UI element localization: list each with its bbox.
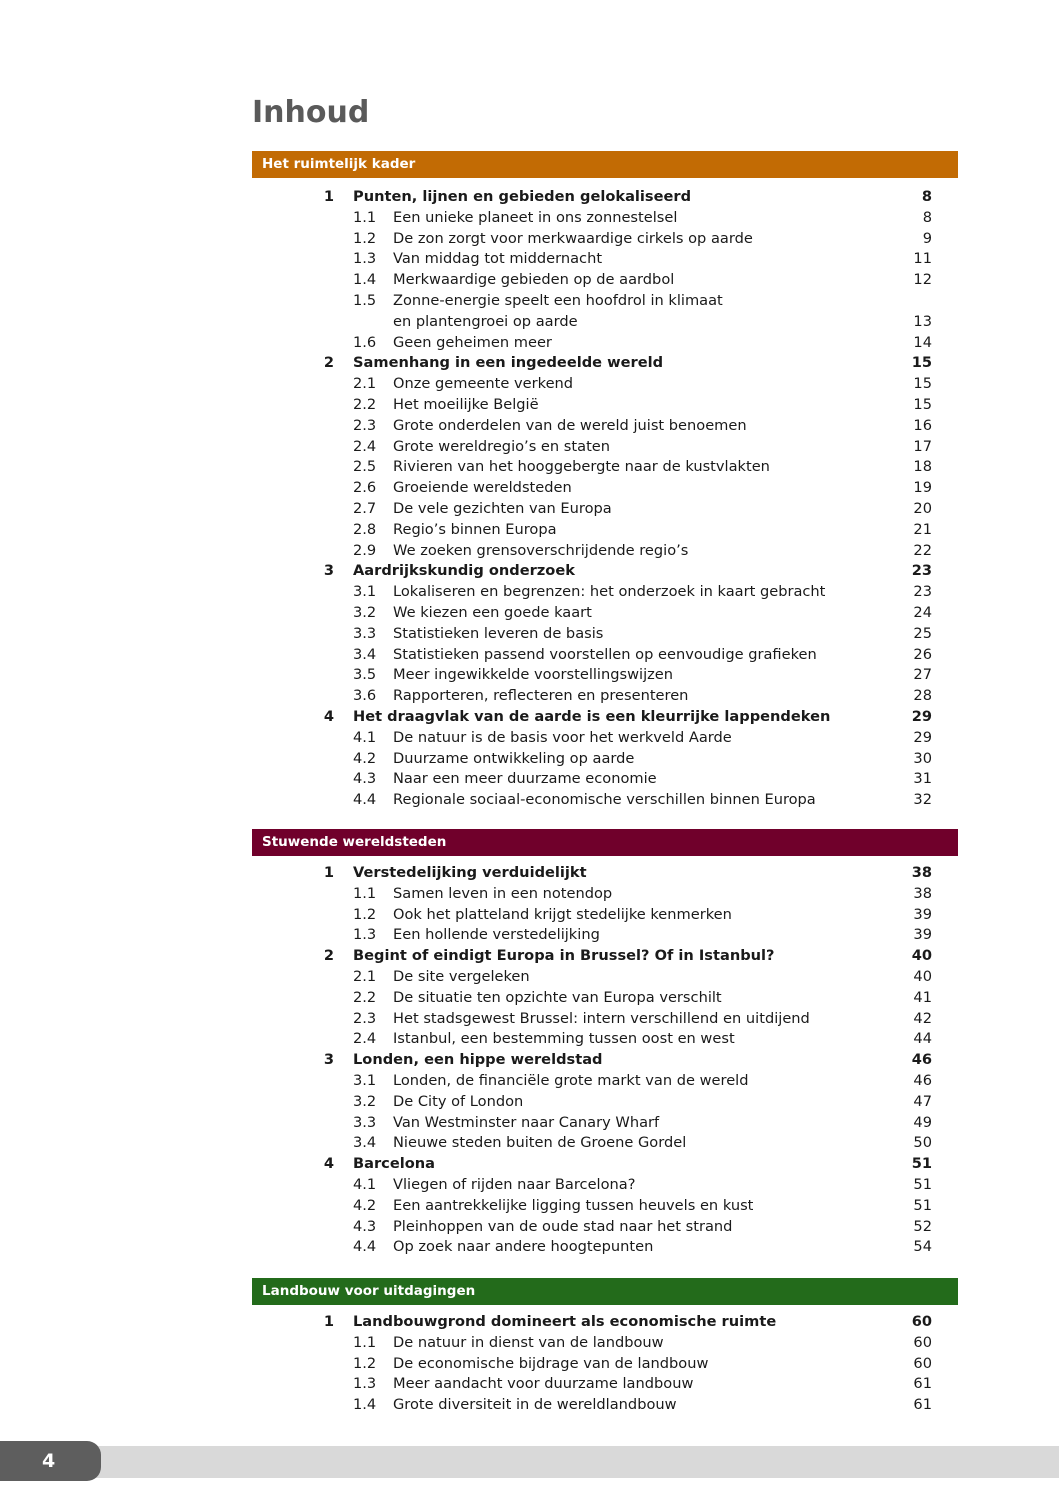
subsection-title: Rivieren van het hooggebergte naar de kustvlakten [393, 458, 770, 476]
subsection-number: 2.3 [353, 1009, 377, 1027]
toc-subsection-row [252, 478, 958, 499]
subsection-page: 61 [913, 1375, 932, 1393]
toc-subsection-row [252, 291, 958, 312]
subsection-page: 20 [913, 499, 932, 517]
toc-subsection-row [252, 582, 958, 603]
toc-subsection-row [252, 270, 958, 291]
subsection-number: 2.4 [353, 1030, 377, 1048]
subsection-number: 4.4 [353, 1238, 377, 1256]
toc-subsection-row [252, 1029, 958, 1050]
subsection-number: 1.3 [353, 1375, 377, 1393]
section-toc [252, 1312, 958, 1416]
subsection-title: Duurzame ontwikkeling op aarde [393, 749, 635, 767]
subsection-number: 1.2 [353, 905, 377, 923]
subsection-page: 27 [913, 666, 932, 684]
toc-chapter-row [252, 1312, 958, 1333]
chapter-number: 2 [323, 354, 334, 372]
toc-chapter-row [252, 561, 958, 582]
subsection-title: Regio’s binnen Europa [393, 520, 557, 538]
subsection-title: Statistieken passend voorstellen op eenvoudige grafieken [393, 645, 817, 663]
section-header: Het ruimtelijk kader [252, 151, 958, 178]
chapter-title: Landbouwgrond domineert als economische ruimte [353, 1313, 777, 1330]
subsection-number: 1.3 [353, 250, 377, 268]
toc-subsection-row [252, 1395, 958, 1416]
chapter-page: 15 [911, 354, 932, 372]
toc-chapter-row [252, 1154, 958, 1175]
subsection-title: Merkwaardige gebieden op de aardbol [393, 271, 675, 289]
subsection-number: 2.6 [353, 479, 377, 497]
toc-subsection-row [252, 603, 958, 624]
toc-chapter-row [252, 707, 958, 728]
chapter-page: 46 [911, 1051, 932, 1069]
subsection-page: 51 [913, 1196, 932, 1214]
subsection-title: Van middag tot middernacht [393, 250, 603, 268]
subsection-page: 13 [913, 312, 932, 330]
subsection-number: 4.1 [353, 1175, 377, 1193]
subsection-page: 23 [913, 583, 932, 601]
subsection-number: 2.1 [353, 967, 377, 985]
chapter-title: Samenhang in een ingedeelde wereld [353, 354, 664, 372]
toc-subsection-row [252, 437, 958, 458]
subsection-page: 12 [913, 271, 932, 289]
subsection-page: 44 [913, 1030, 932, 1048]
subsection-page: 15 [913, 395, 932, 413]
toc-subsection-row [252, 686, 958, 707]
subsection-title: De City of London [393, 1092, 524, 1110]
subsection-number: 3.3 [353, 1113, 377, 1131]
toc-subsection-row [252, 1354, 958, 1375]
subsection-title: Meer aandacht voor duurzame landbouw [393, 1375, 694, 1393]
chapter-title: Het draagvlak van de aarde is een kleurrijke lappendeken [353, 707, 831, 725]
subsection-title: Statistieken leveren de basis [393, 624, 604, 642]
toc-subsection-row [252, 665, 958, 686]
subsection-number: 2.7 [353, 499, 377, 517]
chapter-title: Londen, een hippe wereldstad [353, 1051, 603, 1069]
subsection-number: 2.5 [353, 458, 377, 476]
subsection-title: Een hollende verstedelijking [393, 926, 600, 944]
toc-subsection-row [252, 374, 958, 395]
section-toc [252, 863, 958, 1258]
subsection-number: 1.1 [353, 884, 377, 902]
subsection-number: 2.2 [353, 395, 377, 413]
subsection-page: 16 [913, 416, 932, 434]
subsection-title: Een unieke planeet in ons zonnestelsel [393, 208, 678, 226]
subsection-title: De natuur in dienst van de landbouw [393, 1333, 664, 1351]
subsection-number: 2.2 [353, 988, 377, 1006]
subsection-page: 52 [913, 1217, 932, 1235]
toc-subsection-row [252, 1374, 958, 1395]
subsection-page: 25 [913, 624, 932, 642]
toc-subsection-continuation [252, 312, 958, 333]
subsection-page: 22 [913, 541, 932, 559]
toc-subsection-row [252, 249, 958, 270]
toc-subsection-row [252, 520, 958, 541]
subsection-title: De zon zorgt voor merkwaardige cirkels op aarde [393, 229, 753, 247]
subsection-number: 2.3 [353, 416, 377, 434]
chapter-number: 1 [323, 1313, 334, 1330]
subsection-title: Het moeilijke België [393, 395, 539, 413]
subsection-title: De economische bijdrage van de landbouw [393, 1354, 709, 1372]
subsection-number: 1.2 [353, 229, 377, 247]
subsection-page: 54 [913, 1238, 932, 1256]
subsection-number: 1.1 [353, 1333, 377, 1351]
subsection-number: 2.9 [353, 541, 377, 559]
subsection-title: De situatie ten opzichte van Europa verschilt [393, 988, 722, 1006]
subsection-page: 31 [913, 770, 932, 788]
subsection-number: 2.8 [353, 520, 377, 538]
chapter-number: 3 [323, 1051, 334, 1069]
chapter-number: 4 [323, 1155, 334, 1173]
section-header: Stuwende wereldsteden [252, 829, 958, 856]
subsection-title: Het stadsgewest Brussel: intern verschillend en uitdijend [393, 1009, 810, 1027]
subsection-title: Meer ingewikkelde voorstellingswijzen [393, 666, 674, 684]
subsection-title: We zoeken grensoverschrijdende regio’s [393, 541, 689, 559]
subsection-number: 3.2 [353, 1092, 377, 1110]
footer-bar [0, 1446, 1059, 1478]
subsection-page: 8 [922, 208, 932, 226]
subsection-page: 21 [913, 520, 932, 538]
subsection-title: Zonne-energie speelt een hoofdrol in klimaat [393, 291, 723, 309]
toc-subsection-row [252, 499, 958, 520]
subsection-page: 17 [913, 437, 932, 455]
toc-chapter-row [252, 946, 958, 967]
subsection-title: Naar een meer duurzame economie [393, 770, 657, 788]
toc-subsection-row [252, 925, 958, 946]
toc-subsection-row [252, 457, 958, 478]
subsection-page: 60 [913, 1354, 932, 1372]
toc-subsection-row [252, 541, 958, 562]
subsection-page: 51 [913, 1175, 932, 1193]
subsection-number: 2.1 [353, 375, 377, 393]
subsection-title: Rapporteren, reflecteren en presenteren [393, 687, 689, 705]
page-title: Inhoud [252, 95, 370, 130]
subsection-title: Nieuwe steden buiten de Groene Gordel [393, 1134, 687, 1152]
toc-subsection-row [252, 1333, 958, 1354]
subsection-number: 1.4 [353, 271, 377, 289]
subsection-title: Londen, de financiële grote markt van de wereld [393, 1071, 749, 1089]
subsection-number: 3.3 [353, 624, 377, 642]
toc-subsection-row [252, 645, 958, 666]
subsection-number: 4.1 [353, 728, 377, 746]
subsection-number: 3.2 [353, 603, 377, 621]
subsection-number: 3.4 [353, 645, 377, 663]
toc-subsection-row [252, 1071, 958, 1092]
chapter-page: 51 [911, 1155, 932, 1173]
subsection-title: De natuur is de basis voor het werkveld Aarde [393, 728, 732, 746]
subsection-page: 40 [913, 967, 932, 985]
section-toc [252, 187, 958, 811]
subsection-number: 4.3 [353, 1217, 377, 1235]
subsection-page: 18 [913, 458, 932, 476]
subsection-title-continued: en plantengroei op aarde [393, 312, 578, 330]
subsection-page: 39 [913, 905, 932, 923]
subsection-title: Samen leven in een notendop [393, 884, 613, 902]
subsection-page: 30 [913, 749, 932, 767]
subsection-page: 47 [913, 1092, 932, 1110]
subsection-number: 1.2 [353, 1354, 377, 1372]
subsection-number: 4.2 [353, 749, 377, 767]
subsection-title: Van Westminster naar Canary Wharf [393, 1113, 660, 1131]
chapter-number: 3 [323, 562, 334, 580]
toc-subsection-row [252, 624, 958, 645]
toc-subsection-row [252, 790, 958, 811]
subsection-number: 4.2 [353, 1196, 377, 1214]
subsection-number: 3.5 [353, 666, 377, 684]
toc-subsection-row [252, 1009, 958, 1030]
subsection-page: 42 [913, 1009, 932, 1027]
subsection-number: 1.4 [353, 1396, 377, 1414]
subsection-page: 46 [913, 1071, 932, 1089]
toc-subsection-row [252, 1196, 958, 1217]
chapter-title: Barcelona [353, 1155, 435, 1173]
subsection-page: 15 [913, 375, 932, 393]
subsection-title: Grote onderdelen van de wereld juist benoemen [393, 416, 747, 434]
toc-subsection-row [252, 988, 958, 1009]
toc-subsection-row [252, 905, 958, 926]
subsection-title: Grote diversiteit in de wereldlandbouw [393, 1396, 677, 1414]
toc-subsection-row [252, 1237, 958, 1258]
subsection-title: Vliegen of rijden naar Barcelona? [393, 1175, 636, 1193]
subsection-title: De vele gezichten van Europa [393, 499, 612, 517]
chapter-page: 60 [911, 1313, 932, 1330]
subsection-title: Groeiende wereldsteden [393, 479, 572, 497]
toc-subsection-row [252, 333, 958, 354]
chapter-page: 38 [911, 864, 932, 881]
toc-subsection-row [252, 1113, 958, 1134]
chapter-page: 40 [911, 947, 932, 965]
subsection-title: Geen geheimen meer [393, 333, 552, 351]
subsection-page: 38 [913, 884, 932, 902]
toc-subsection-row [252, 208, 958, 229]
toc-chapter-row [252, 1050, 958, 1071]
page-number: 4 [0, 1441, 101, 1481]
toc-subsection-row [252, 395, 958, 416]
subsection-title: Lokaliseren en begrenzen: het onderzoek in kaart gebracht [393, 583, 826, 601]
chapter-page: 8 [921, 188, 932, 205]
subsection-page: 60 [913, 1333, 932, 1351]
subsection-number: 2.4 [353, 437, 377, 455]
subsection-title: De site vergeleken [393, 967, 530, 985]
chapter-number: 2 [323, 947, 334, 965]
toc-subsection-row [252, 728, 958, 749]
subsection-page: 26 [913, 645, 932, 663]
chapter-title: Punten, lijnen en gebieden gelokaliseerd [353, 188, 692, 205]
subsection-page: 32 [913, 791, 932, 809]
toc-subsection-row [252, 749, 958, 770]
chapter-title: Verstedelijking verduidelijkt [353, 864, 587, 881]
toc-chapter-row [252, 187, 958, 208]
subsection-page: 49 [913, 1113, 932, 1131]
chapter-title: Aardrijkskundig onderzoek [353, 562, 575, 580]
subsection-number: 3.1 [353, 1071, 377, 1089]
subsection-title: Regionale sociaal-economische verschillen binnen Europa [393, 791, 816, 809]
chapter-number: 1 [323, 864, 334, 881]
subsection-page: 11 [913, 250, 932, 268]
subsection-title: Op zoek naar andere hoogtepunten [393, 1238, 654, 1256]
subsection-title: Istanbul, een bestemming tussen oost en west [393, 1030, 735, 1048]
subsection-number: 4.4 [353, 791, 377, 809]
toc-subsection-row [252, 1092, 958, 1113]
subsection-page: 14 [913, 333, 932, 351]
subsection-number: 4.3 [353, 770, 377, 788]
subsection-page: 39 [913, 926, 932, 944]
chapter-title: Begint of eindigt Europa in Brussel? Of in Istanbul? [353, 947, 775, 965]
toc-subsection-row [252, 416, 958, 437]
section-header: Landbouw voor uitdagingen [252, 1278, 958, 1305]
toc-chapter-row [252, 353, 958, 374]
subsection-page: 9 [922, 229, 932, 247]
toc-subsection-row [252, 229, 958, 250]
subsection-number: 1.1 [353, 208, 377, 226]
chapter-number: 1 [323, 188, 334, 205]
subsection-title: We kiezen een goede kaart [393, 603, 592, 621]
toc-subsection-row [252, 884, 958, 905]
subsection-page: 41 [913, 988, 932, 1006]
subsection-page: 29 [913, 728, 932, 746]
subsection-number: 1.5 [353, 291, 377, 309]
subsection-number: 1.3 [353, 926, 377, 944]
subsection-page: 19 [913, 479, 932, 497]
toc-subsection-row [252, 1133, 958, 1154]
subsection-title: Een aantrekkelijke ligging tussen heuvels en kust [393, 1196, 754, 1214]
subsection-title: Grote wereldregio’s en staten [393, 437, 611, 455]
chapter-number: 4 [323, 707, 334, 725]
subsection-page: 24 [913, 603, 932, 621]
subsection-title: Onze gemeente verkend [393, 375, 574, 393]
toc-subsection-row [252, 1217, 958, 1238]
toc-subsection-row [252, 967, 958, 988]
chapter-page: 23 [911, 562, 932, 580]
subsection-page: 50 [913, 1134, 932, 1152]
toc-chapter-row [252, 863, 958, 884]
subsection-page: 28 [913, 687, 932, 705]
subsection-title: Ook het platteland krijgt stedelijke kenmerken [393, 905, 732, 923]
subsection-number: 3.4 [353, 1134, 377, 1152]
subsection-number: 3.6 [353, 687, 377, 705]
subsection-page: 61 [913, 1396, 932, 1414]
toc-subsection-row [252, 769, 958, 790]
subsection-title: Pleinhoppen van de oude stad naar het strand [393, 1217, 733, 1235]
subsection-number: 1.6 [353, 333, 377, 351]
subsection-number: 3.1 [353, 583, 377, 601]
toc-subsection-row [252, 1175, 958, 1196]
chapter-page: 29 [911, 707, 932, 725]
